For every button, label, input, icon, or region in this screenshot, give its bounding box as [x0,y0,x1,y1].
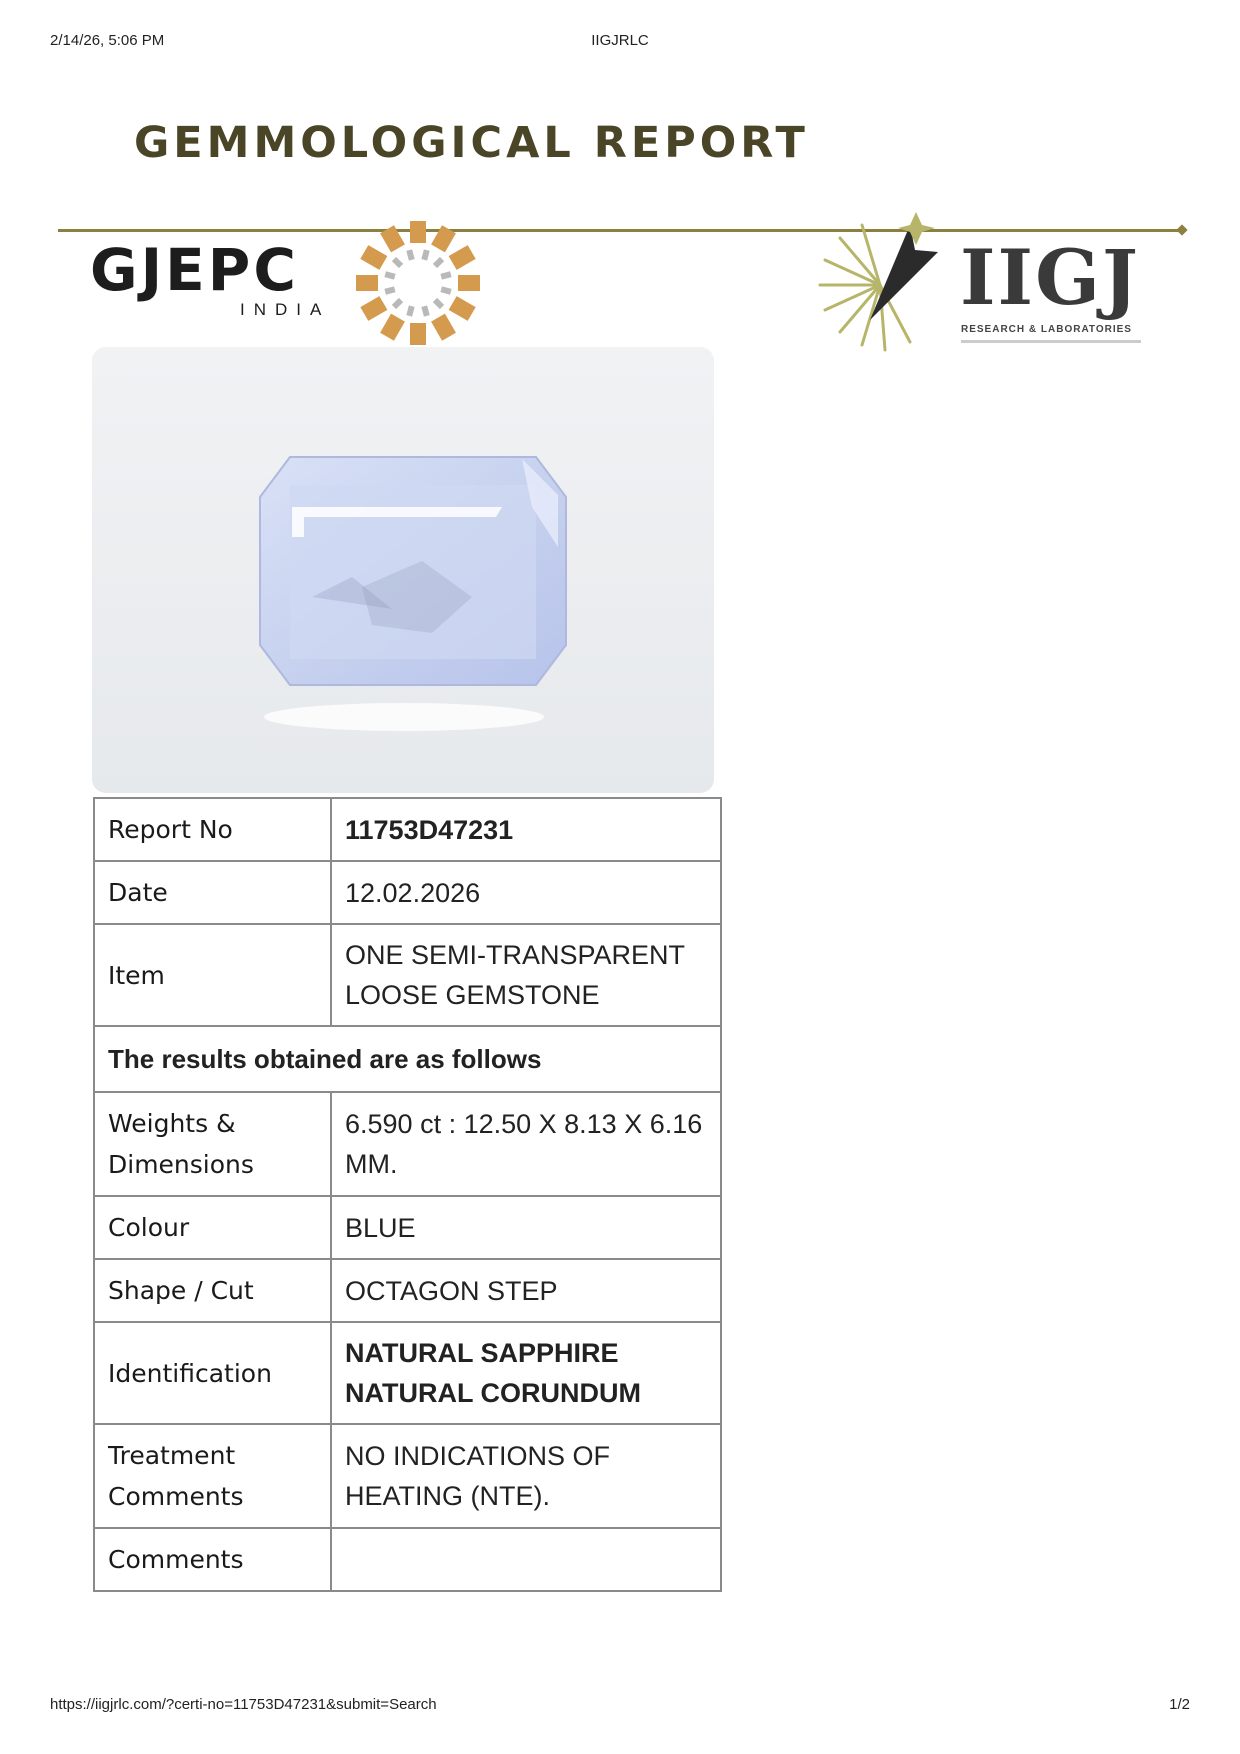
table-row-shape [94,1259,721,1322]
weights-label-line: Weights & [108,1109,236,1138]
weights-label-line: Dimensions [108,1150,254,1179]
print-page-number: 1/2 [1169,1696,1190,1713]
shape-value: OCTAGON STEP [331,1259,721,1322]
treatment-value [331,1424,721,1528]
colour-label: Colour [94,1196,331,1259]
report-title: GEMMOLOGICAL REPORT [134,118,809,168]
item-value-line: LOOSE GEMSTONE [345,980,600,1010]
iigj-starburst-icon [810,210,960,360]
table-row-treatment [94,1424,721,1528]
weights-label [94,1092,331,1196]
results-heading: The results obtained are as follows [94,1026,721,1092]
table-row-item [94,924,721,1026]
iigj-logo-word: IIGJ [960,233,1140,322]
identification-label: Identification [94,1322,331,1424]
report-details-table [93,797,722,1592]
weights-value-line: 6.590 ct : 12.50 X 8.13 X 6.16 [345,1109,703,1139]
table-row-identification [94,1322,721,1424]
table-row-report-no [94,798,721,861]
comments-label: Comments [94,1528,331,1591]
identification-value [331,1322,721,1424]
treatment-label [94,1424,331,1528]
gjepc-logo-sub: INDIA [240,300,331,319]
table-row-results-heading [94,1026,721,1092]
iigj-logo-tagline [961,340,1141,343]
print-header [50,32,1190,52]
item-label: Item [94,924,331,1026]
gjepc-logo-word: GJEPC [90,236,299,304]
identification-value-line: NATURAL SAPPHIRE [345,1338,619,1368]
gjepc-logo [90,218,490,348]
print-datetime: 2/14/26, 5:06 PM [50,32,165,49]
gemstone-image [92,347,714,793]
shape-label: Shape / Cut [94,1259,331,1322]
table-row-comments [94,1528,721,1591]
item-value-line: ONE SEMI-TRANSPARENT [345,940,686,970]
treatment-value-line: NO INDICATIONS OF [345,1441,611,1471]
report-no-value: 11753D47231 [331,798,721,861]
treatment-label-line: Comments [108,1482,244,1511]
gjepc-emblem-icon [348,218,488,348]
print-page-title: IIGJRLC [591,32,649,49]
colour-value: BLUE [331,1196,721,1259]
weights-value [331,1092,721,1196]
report-no-label: Report No [94,798,331,861]
iigj-logo-sub: RESEARCH & LABORATORIES [961,324,1132,335]
item-value [331,924,721,1026]
date-value: 12.02.2026 [331,861,721,924]
table-row-date [94,861,721,924]
table-row-weights [94,1092,721,1196]
print-url: https://iigjrlc.com/?certi-no=11753D47231&submit=Search [50,1696,437,1713]
treatment-value-line: HEATING (NTE). [345,1481,550,1511]
print-footer [50,1696,1190,1716]
treatment-label-line: Treatment [108,1441,236,1470]
iigj-logo [810,210,1190,360]
comments-value [331,1528,721,1591]
gemstone-icon [92,347,714,793]
weights-value-line: MM. [345,1149,398,1179]
date-label: Date [94,861,331,924]
identification-value-line: NATURAL CORUNDUM [345,1378,641,1408]
table-row-colour [94,1196,721,1259]
